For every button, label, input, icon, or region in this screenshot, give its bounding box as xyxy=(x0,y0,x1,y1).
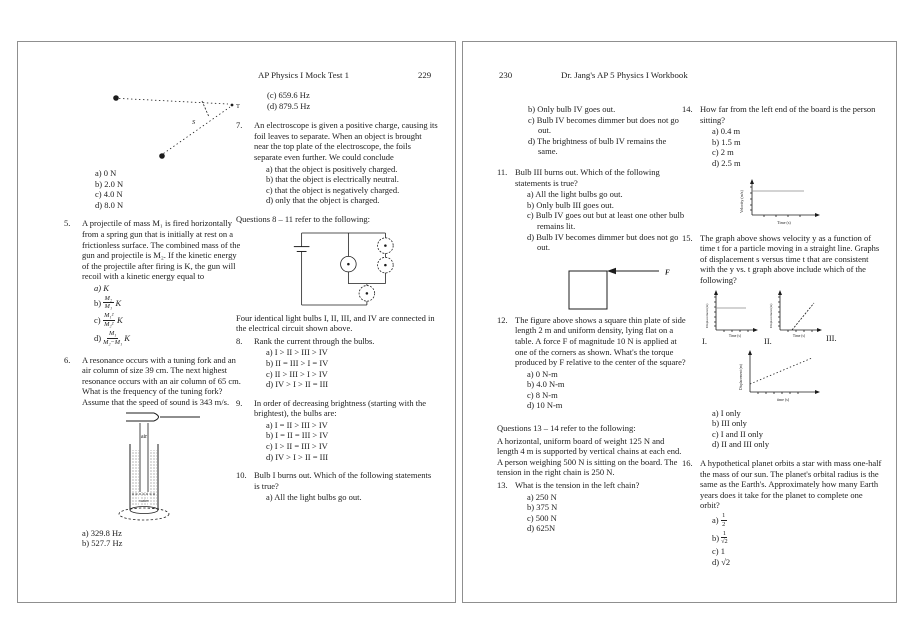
answer-option: d) The brightness of bulb IV remains the same. xyxy=(528,135,667,157)
page-number: 230 xyxy=(499,70,513,80)
answer-option: b) 375 N xyxy=(527,502,558,513)
answer-option: c) 500 N xyxy=(527,512,557,523)
question-number: 6. xyxy=(64,354,71,365)
question-16 xyxy=(682,458,884,568)
question-number: 9. xyxy=(236,397,243,408)
answer-option: c) Bulb IV goes out but at least one other bulb remains lit. xyxy=(527,210,685,231)
question-text: How far from the left end of the board is the person sitting? xyxy=(700,104,876,125)
question-number: 14. xyxy=(682,104,693,114)
y-axis-label: Displacement (m) xyxy=(705,303,709,328)
question-number: 16. xyxy=(682,457,693,468)
question-text: A hypothetical planet orbits a star with mass one-half the mass of our sun. The planet's orbital radius is the same as the Earth's. Approximately how many Earth years does it take for the planet to complete one orbit? xyxy=(700,457,882,511)
answer-option: (d) 879.5 Hz xyxy=(267,100,311,111)
figure-square-plate xyxy=(541,261,687,313)
answer-option: a) 0.4 m xyxy=(712,126,741,137)
answer-option: b) 2.0 N xyxy=(95,178,124,189)
question-text: Bulb I burns out. Which of the following statements is true? xyxy=(254,470,432,491)
question-13 xyxy=(497,480,687,534)
answer-option: c) 8 N-m xyxy=(527,389,558,400)
graph-label-III: III. xyxy=(826,332,837,343)
answer-option: b) III only xyxy=(712,418,747,429)
figure-tuning-fork xyxy=(96,410,242,526)
answer-option: d) 10 N-m xyxy=(527,400,563,411)
figure-caption: Four identical light bulbs I, II, III, and IV are connected in the electrical circuit shown above. xyxy=(236,312,435,334)
y-axis-label: Velocity (m/s) xyxy=(739,189,744,213)
fraction-numerator: M₁ xyxy=(108,329,117,337)
answer-option: d) √2 xyxy=(712,556,731,567)
answer-option: c) 1 xyxy=(712,546,725,557)
x-axis-label: Time (s) xyxy=(792,333,806,338)
column-left xyxy=(497,104,687,542)
answer-option: a) All the light bulbs go out. xyxy=(527,189,623,200)
graph-II-svg xyxy=(762,288,824,346)
x-axis-label: Time (s) xyxy=(777,219,791,225)
answer-option xyxy=(712,512,884,529)
option-label: d) xyxy=(94,333,102,344)
answer-option: d) IV > I > II = III xyxy=(266,451,329,462)
question-6-continued-options xyxy=(255,90,438,111)
x-axis-label: Time (s) xyxy=(728,333,742,338)
answer-option: c) II > III > I > IV xyxy=(266,368,328,379)
question-text: A projectile of mass M₁ is fired horizontally from a spring gun that is initially at rest on a frictionless surface. The combined mass of the gun and projectile is M₂. If the kinetic energy of the projectile after firing is K, the gun will recoil with a kinetic energy equal to xyxy=(82,218,241,282)
answer-option: c) 2 m xyxy=(712,147,734,158)
answer-option: c) Bulb IV becomes dimmer but does not go out. xyxy=(528,114,679,136)
answer-option: d) 2.5 m xyxy=(712,157,741,168)
question-15 xyxy=(682,233,884,450)
x-axis-label: time (s) xyxy=(776,396,790,402)
figure-circuit xyxy=(288,227,438,311)
answer-option: d) only that the object is charged. xyxy=(266,195,380,206)
question-8 xyxy=(236,336,438,390)
answer-option: a) K xyxy=(94,282,109,293)
answer-option: a) 0 N xyxy=(95,168,117,178)
figure-velocity-time-graph xyxy=(728,177,884,227)
question-7 xyxy=(236,120,438,206)
question-text: The graph above shows velocity y as a function of time t for a particle moving in a straight line. Graphs of displacement s versus time t that are consistent with the y vs. t graph above include which of the following? xyxy=(700,232,880,285)
answer-option: b) 1.5 m xyxy=(712,136,741,147)
graphs-row xyxy=(700,288,884,346)
graph-I-svg xyxy=(700,288,762,346)
question-number: 7. xyxy=(236,120,243,131)
fraction-numerator: M₁² xyxy=(104,312,114,320)
fraction-denominator: M₂−M₁ xyxy=(103,338,123,346)
option-suffix: K xyxy=(115,297,122,308)
answer-option: a) I > II > III > IV xyxy=(266,347,328,358)
figure-vector-diagram xyxy=(106,90,242,164)
option-label: b) xyxy=(94,297,102,308)
answer-option: a) 0 N-m xyxy=(527,368,558,379)
question-number: 13. xyxy=(497,480,508,491)
fraction-numerator: 1 xyxy=(722,529,726,537)
answer-option: b) 527.7 Hz xyxy=(82,538,123,549)
answer-option: c) I and II only xyxy=(712,428,763,439)
answer-option: a) I only xyxy=(712,407,741,418)
fraction-denominator: 2 xyxy=(722,520,726,528)
answer-option: b) Only bulb III goes out. xyxy=(527,199,614,210)
label-S: S xyxy=(192,119,196,126)
question-10-continued-options xyxy=(516,104,687,157)
fraction-denominator: M₂² xyxy=(104,321,114,329)
answer-option: b) that the object is electrically neutral. xyxy=(266,174,399,185)
answer-option: d) 8.0 N xyxy=(95,199,124,210)
velocity-time-graph-svg xyxy=(728,177,828,227)
answer-option: a) that the object is positively charged. xyxy=(266,163,398,174)
option-label: b) xyxy=(712,532,720,543)
running-header-title: AP Physics I Mock Test 1 xyxy=(258,70,350,80)
fraction-denominator: M₁ xyxy=(104,303,113,311)
tuning-fork-svg xyxy=(96,410,206,526)
graph-label-I: I. xyxy=(702,335,707,346)
question-number: 10. xyxy=(236,470,247,481)
question-number: 11. xyxy=(497,166,508,177)
graph-label-II: II. xyxy=(764,335,772,346)
answer-option: a) 250 N xyxy=(527,491,557,502)
label-force-F: F xyxy=(665,268,670,277)
question-number: 12. xyxy=(497,314,508,325)
answer-option xyxy=(94,295,242,312)
question-group-intro: Questions 8 – 11 refer to the following: xyxy=(236,213,371,224)
book-page-left xyxy=(17,41,456,603)
vector-diagram-svg xyxy=(106,90,246,164)
question-text: The figure above shows a square thin plate of side length 2 m and uniform density, lying flat on a table. A force F of magnitude 10 N is applied at one of the corners as shown. What's the torque produced by F relative to the center of the square? xyxy=(515,314,686,368)
answer-option: d) IV > I > II = III xyxy=(266,379,329,390)
graph-III-svg xyxy=(728,348,828,406)
question-text: In order of decreasing brightness (starting with the brightest), the bulbs are: xyxy=(254,397,427,419)
answer-option: a) I = II > III > IV xyxy=(266,419,328,430)
answer-option: d) Bulb IV becomes dimmer but does not go out. xyxy=(527,231,679,253)
question-group-13-14 xyxy=(497,423,687,478)
answer-option xyxy=(712,530,884,547)
question-5 xyxy=(64,218,242,346)
column-left xyxy=(64,86,242,557)
fraction-numerator: M₂ xyxy=(104,294,113,302)
question-text: Bulb III burns out. Which of the following statements is true? xyxy=(515,166,660,188)
answer-option: b) Only bulb IV goes out. xyxy=(528,104,616,114)
question-12 xyxy=(497,315,687,411)
question-text: A resonance occurs with a tuning fork and an air column of size 39 cm. The next highest resonance occurs with an air column of 65 cm. What is the frequency of the tuning fork? Assume that the speed of sound is 343 m/s. xyxy=(82,354,241,408)
figure-graph-III xyxy=(728,348,884,406)
question-text: What is the tension in the left chain? xyxy=(515,480,640,491)
question-text: An electroscope is given a positive charge, causing its foil leaves to separate. When an object is brought near the top plate of the electroscope, the foils separate even further. We could conclude xyxy=(254,120,438,162)
label-air: air xyxy=(140,433,148,440)
question-11 xyxy=(497,167,687,253)
question-number: 8. xyxy=(236,335,243,346)
y-axis-label: Displacement (m) xyxy=(739,363,743,390)
page-number: 229 xyxy=(418,70,432,80)
question-number: 5. xyxy=(64,218,71,229)
label-water: water xyxy=(138,497,150,503)
answer-option: d) 625N xyxy=(527,523,556,534)
circuit-svg xyxy=(288,227,400,311)
fraction-denominator: √2 xyxy=(721,538,728,546)
question-group-text: A horizontal, uniform board of weight 125 N and length 4 m is supported by vertical chains at each end. A person weighing 500 N is sitting on the board. The tension in the right chain is 250 N. xyxy=(497,435,682,478)
question-number: 15. xyxy=(682,232,693,243)
option-suffix: K xyxy=(116,315,123,326)
running-header-title: Dr. Jang's AP 5 Physics I Workbook xyxy=(561,70,688,80)
answer-option xyxy=(94,312,242,329)
answer-option: b) 4.0 N-m xyxy=(527,379,565,390)
question-6 xyxy=(64,355,242,549)
answer-option: c) I > II = III > IV xyxy=(266,441,328,452)
square-plate-svg xyxy=(541,261,691,313)
question-text: Rank the current through the bulbs. xyxy=(254,335,375,346)
answer-option: c) 4.0 N xyxy=(95,189,123,200)
column-right xyxy=(236,90,438,511)
option-label: a) xyxy=(712,514,719,525)
answer-option: a) All the light bulbs go out. xyxy=(266,492,362,503)
question-14 xyxy=(682,104,884,169)
answer-option: c) that the object is negatively charged. xyxy=(266,184,400,195)
question-10 xyxy=(236,470,438,503)
question-4-options xyxy=(83,168,242,210)
option-suffix: K xyxy=(124,333,130,344)
book-page-right xyxy=(462,41,897,603)
question-group-intro: Questions 13 – 14 refer to the following: xyxy=(497,423,636,434)
question-9 xyxy=(236,398,438,463)
answer-option: (c) 659.6 Hz xyxy=(267,90,310,100)
label-T: T xyxy=(236,103,240,110)
answer-option: b) II = III > I = IV xyxy=(266,357,329,368)
column-right xyxy=(682,104,884,576)
answer-option xyxy=(94,330,242,347)
fraction-numerator: 1 xyxy=(722,511,726,519)
option-label: c) xyxy=(94,315,101,326)
answer-option: b) I = II = III > IV xyxy=(266,430,329,441)
answer-option: d) II and III only xyxy=(712,439,770,450)
y-axis-label: Displacement (m) xyxy=(769,303,773,328)
answer-option: a) 329.8 Hz xyxy=(82,527,122,538)
